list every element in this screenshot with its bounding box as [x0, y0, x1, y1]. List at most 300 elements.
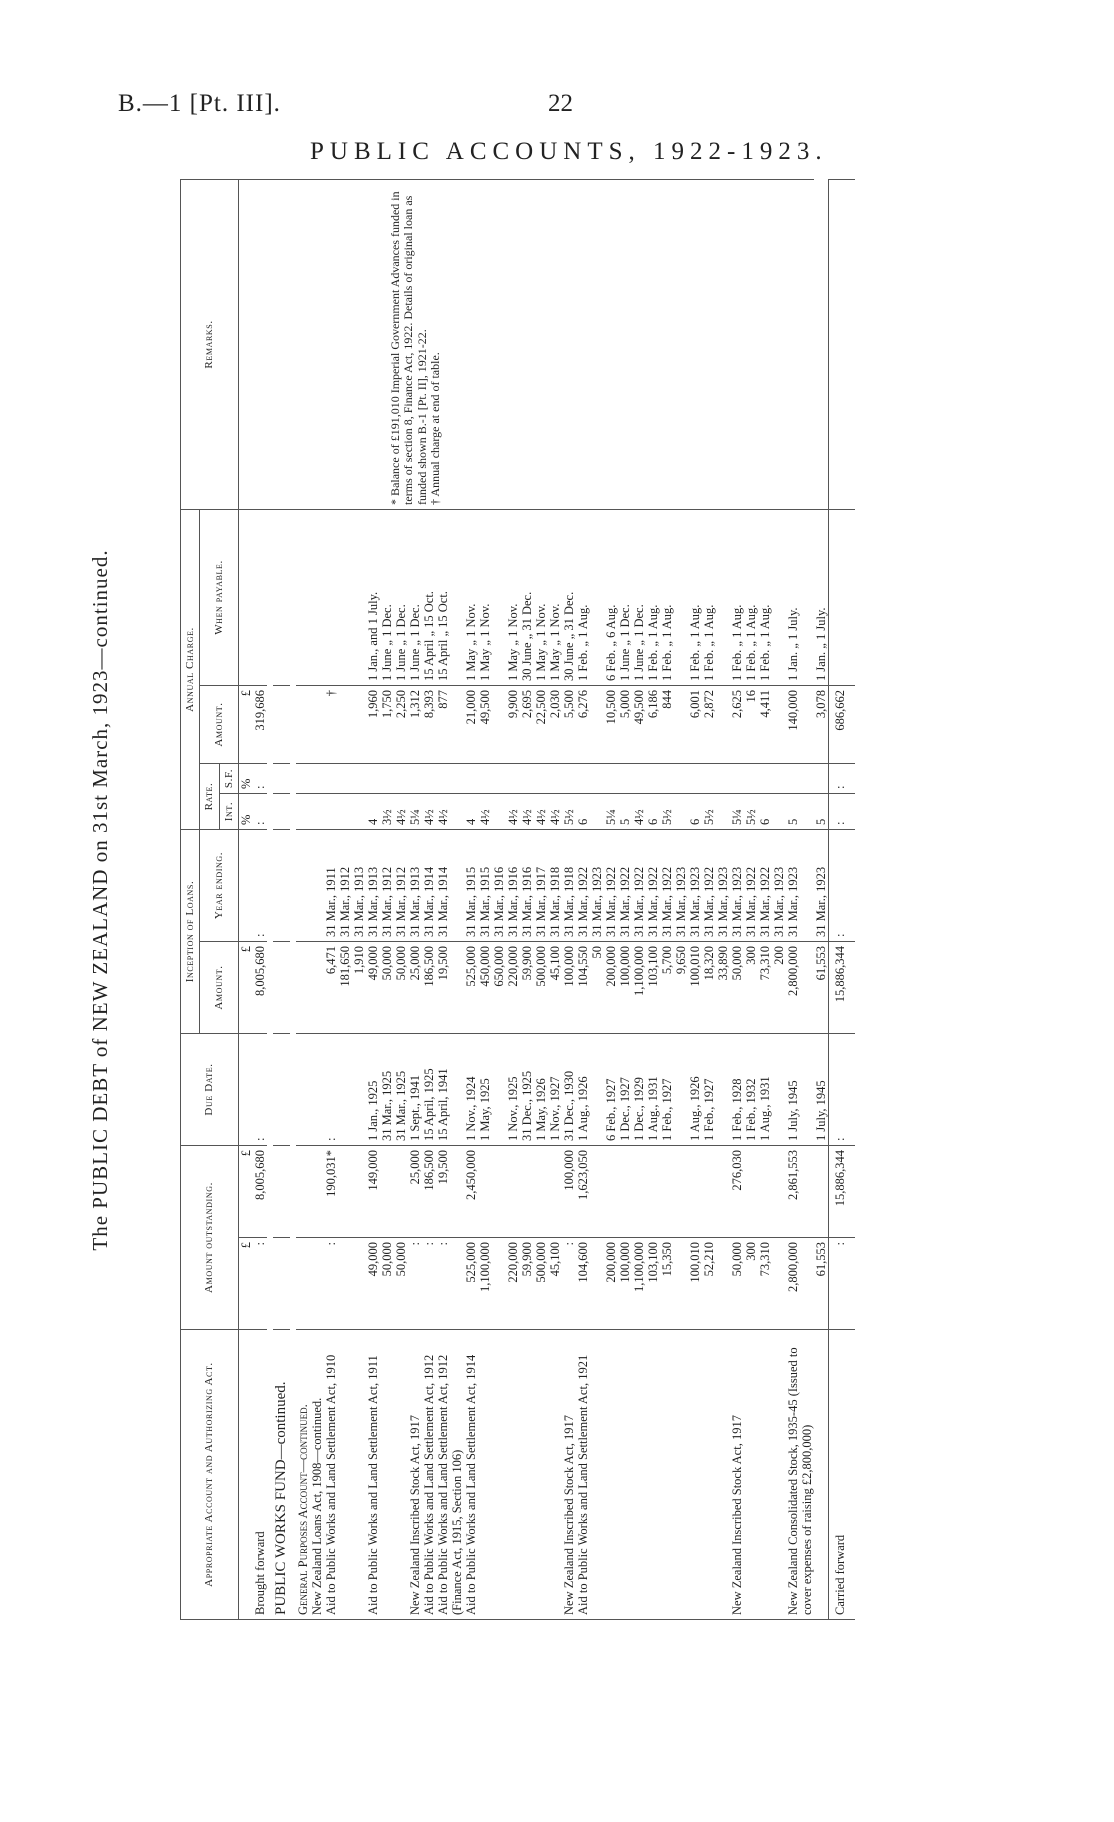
brought-forward-total: 8,005,680 [253, 1146, 267, 1238]
cell-int: 4½ [534, 793, 548, 829]
colon-mark: : [253, 763, 267, 793]
cell-act [534, 1330, 548, 1620]
cell-amt: 15,350 [660, 1238, 674, 1330]
cell-year: 31 Mar., 1918 [562, 829, 576, 941]
brought-forward-annual: 319,686 [253, 685, 267, 763]
col-header-inception: Inception of Loans. [181, 829, 200, 1033]
cell-amt: 220,000 [506, 1238, 520, 1330]
col-header-inception-amount: Amount. [200, 942, 239, 1034]
cell-int [310, 793, 324, 829]
cell-due: 1 Nov., 1925 [506, 1034, 520, 1146]
cell-inc: 186,500 [422, 942, 436, 1034]
cell-ann: 877 [436, 685, 464, 763]
cell-act [520, 1330, 534, 1620]
cell-int: 4½ [394, 793, 408, 829]
cell-due: 1 July, 1945 [786, 1034, 814, 1146]
cell-int [324, 793, 338, 829]
cell-ann [338, 685, 352, 763]
cell-pay: 1 May „ 1 Nov. [506, 509, 520, 685]
cell-pay [324, 509, 338, 685]
cell-inc: 200,000 [604, 942, 618, 1034]
cell-pay: 1 June „ 1 Dec. [380, 509, 394, 685]
table-row [814, 179, 829, 1619]
cell-int [716, 793, 730, 829]
cell-pay: 1 Feb. „ 1 Aug. [730, 509, 744, 685]
cell-sf [352, 763, 366, 793]
col-header-remarks: Remarks. [181, 179, 239, 509]
col-header-annual-charge: Annual Charge. [181, 509, 200, 829]
colon-mark: : [828, 1238, 855, 1330]
col-header-outstanding: Amount outstanding. [181, 1146, 239, 1330]
cell-ann: 6,001 [688, 685, 702, 763]
cell-year: 31 Mar., 1923 [772, 829, 786, 941]
cell-ann: 6,276 [576, 685, 590, 763]
cell-amt [590, 1238, 604, 1330]
cell-pay: 1 June „ 1 Dec. [394, 509, 408, 685]
cell-due: 15 April, 1941 [436, 1034, 464, 1146]
cell-year: 31 Mar., 1912 [394, 829, 408, 941]
cell-pay: 1 Feb. „ 1 Aug. [646, 509, 660, 685]
cell-total [772, 1146, 786, 1238]
cell-act [632, 1330, 646, 1620]
public-debt-table [180, 179, 855, 1620]
cell-inc: 1,910 [352, 942, 366, 1034]
cell-pay [310, 509, 324, 685]
cell-pay: 1 Feb. „ 1 Aug. [702, 509, 716, 685]
cell-pay: 1 May „ 1 Nov. [478, 509, 492, 685]
cell-ann: 4,411 [758, 685, 772, 763]
table-body [238, 179, 828, 1619]
cell-year: 31 Mar., 1916 [520, 829, 534, 941]
cell-int: 6 [576, 793, 590, 829]
col-header-year-ending: Year ending. [200, 829, 239, 941]
cell-pay: 6 Feb. „ 6 Aug. [604, 509, 618, 685]
cell-total: 19,500 [436, 1146, 464, 1238]
cell-pay [772, 509, 786, 685]
cell-act [618, 1330, 632, 1620]
cell-due: 1 Aug., 1931 [758, 1034, 772, 1146]
cell-amt [310, 1238, 324, 1330]
cell-act: Aid to Public Works and Land Settlement Act, 1921 [576, 1330, 590, 1620]
cell-sf [338, 763, 352, 793]
remarks-cell [238, 179, 813, 509]
cell-total [674, 1146, 688, 1238]
cell-sf [436, 763, 464, 793]
cell-total: 2,450,000 [464, 1146, 478, 1238]
cell-due [352, 1034, 366, 1146]
cell-ann: 10,500 [604, 685, 618, 763]
cell-inc: 25,000 [408, 942, 422, 1034]
cell-due: 31 Mar., 1925 [380, 1034, 394, 1146]
cell-year: 31 Mar., 1922 [632, 829, 646, 941]
cell-inc: 500,000 [534, 942, 548, 1034]
cell-sf [576, 763, 590, 793]
cell-int: 5¼ [604, 793, 618, 829]
cell-total [534, 1146, 548, 1238]
cell-sf [408, 763, 422, 793]
cell-ann: 2,030 [548, 685, 562, 763]
cell-act [758, 1330, 772, 1620]
cell-ann [674, 685, 688, 763]
cell-sf [366, 763, 380, 793]
cell-total [702, 1146, 716, 1238]
carried-forward-body [828, 179, 855, 1619]
cell-int [674, 793, 688, 829]
cell-year: 31 Mar., 1918 [548, 829, 562, 941]
colon-mark: : [828, 1034, 855, 1146]
colon-mark: : [253, 1238, 267, 1330]
cell-int: 4½ [520, 793, 534, 829]
cell-inc: 100,010 [688, 942, 702, 1034]
cell-amt: 50,000 [394, 1238, 408, 1330]
cell-sf [660, 763, 674, 793]
cell-amt: 103,100 [646, 1238, 660, 1330]
cell-inc: 200 [772, 942, 786, 1034]
cell-year: 31 Mar., 1916 [506, 829, 520, 941]
remark-footnote-star: * Balance of £191,010 Imperial Government Advances funded in terms of section 8, Finance Act, 1922. Details of original loan as funded shown B.-1 [Pt. II], 1921-22. [387, 191, 429, 505]
col-header-due-date: Due Date. [181, 1034, 239, 1146]
cell-ann: 140,000 [786, 685, 814, 763]
cell-total: 25,000 [408, 1146, 422, 1238]
colon-mark: : [828, 793, 855, 829]
cell-sf [744, 763, 758, 793]
col-header-rate-int: Int. [219, 793, 238, 829]
cell-due: 1 May, 1925 [478, 1034, 492, 1146]
brought-forward-label: Brought forward [253, 1330, 267, 1620]
cell-int: 5 [786, 793, 814, 829]
table-subtitle: The PUBLIC DEBT of NEW ZEALAND on 31st March, 1923—continued. [88, 549, 112, 1251]
cell-sf [632, 763, 646, 793]
cell-act [716, 1330, 730, 1620]
cell-ann [352, 685, 366, 763]
cell-int: 5½ [660, 793, 674, 829]
cell-due: 31 Mar., 1925 [394, 1034, 408, 1146]
cell-act [492, 1330, 506, 1620]
cell-year: 31 Mar., 1912 [380, 829, 394, 941]
cell-pay: 1 May „ 1 Nov. [534, 509, 548, 685]
cell-int: 4½ [436, 793, 464, 829]
cell-due: 6 Feb., 1927 [604, 1034, 618, 1146]
cell-int: 5 [814, 793, 829, 829]
cell-due: 1 Dec., 1929 [632, 1034, 646, 1146]
cell-total [814, 1146, 829, 1238]
cell-year: 31 Mar., 1913 [366, 829, 380, 941]
cell-int [590, 793, 604, 829]
colon-mark: : [828, 829, 855, 941]
cell-pay: 1 May „ 1 Nov. [464, 509, 478, 685]
cell-total [632, 1146, 646, 1238]
cell-inc: 19,500 [436, 942, 464, 1034]
cell-pay [674, 509, 688, 685]
cell-total [492, 1146, 506, 1238]
cell-amt: 100,010 [688, 1238, 702, 1330]
cell-inc: 2,800,000 [786, 942, 814, 1034]
cell-amt [772, 1238, 786, 1330]
cell-inc: 18,320 [702, 942, 716, 1034]
col-header-rate: Rate. [200, 763, 219, 829]
cell-ann: 6,186 [646, 685, 660, 763]
cell-pay [492, 509, 506, 685]
cell-year: 31 Mar., 1922 [646, 829, 660, 941]
cell-int [338, 793, 352, 829]
cell-sf [548, 763, 562, 793]
cell-inc: 100,000 [562, 942, 576, 1034]
cell-sf [562, 763, 576, 793]
cell-total [478, 1146, 492, 1238]
cell-year: 31 Mar., 1912 [338, 829, 352, 941]
page-number: 22 [548, 90, 573, 117]
cell-due [716, 1034, 730, 1146]
cell-ann [772, 685, 786, 763]
cell-act [506, 1330, 520, 1620]
cell-int [772, 793, 786, 829]
cell-total [310, 1146, 324, 1238]
cell-act [702, 1330, 716, 1620]
cell-due: 1 May, 1926 [534, 1034, 548, 1146]
cell-total: 100,000 [562, 1146, 576, 1238]
cell-inc: 100,000 [618, 942, 632, 1034]
cell-sf [730, 763, 744, 793]
cell-amt [716, 1238, 730, 1330]
cell-pay: 1 Jan., and 1 July. [366, 509, 380, 685]
cell-act: Aid to Public Works and Land Settlement Act, 1912 (Finance Act, 1915, Section 106) [436, 1330, 464, 1620]
cell-inc: 59,900 [520, 942, 534, 1034]
cell-inc: 9,650 [674, 942, 688, 1034]
cell-int: 4 [464, 793, 478, 829]
cell-ann: 49,500 [632, 685, 646, 763]
cell-due: 1 Jan., 1925 [366, 1034, 380, 1146]
cell-year: 31 Mar., 1923 [786, 829, 814, 941]
cell-total [590, 1146, 604, 1238]
cell-ann [492, 685, 506, 763]
cell-pay [716, 509, 730, 685]
colon-mark: : [253, 1034, 267, 1146]
carried-forward-total: 15,886,344 [828, 1146, 855, 1238]
cell-total [618, 1146, 632, 1238]
cell-due: 1 Nov., 1927 [548, 1034, 562, 1146]
cell-ann [310, 685, 324, 763]
cell-inc: 181,650 [338, 942, 352, 1034]
cell-amt: 200,000 [604, 1238, 618, 1330]
cell-due: 31 Dec., 1930 [562, 1034, 576, 1146]
cell-ann: 2,250 [394, 685, 408, 763]
col-header-act: Appropriate Account and Authorizing Act. [181, 1330, 239, 1620]
cell-total [688, 1146, 702, 1238]
cell-year: 31 Mar., 1923 [814, 829, 829, 941]
cell-inc: 50,000 [380, 942, 394, 1034]
cell-inc: 300 [744, 942, 758, 1034]
cell-total: 276,030 [730, 1146, 744, 1238]
cell-due: 1 Dec., 1927 [618, 1034, 632, 1146]
cell-sf [394, 763, 408, 793]
cell-total: 186,500 [422, 1146, 436, 1238]
cell-int: 4½ [548, 793, 562, 829]
cell-act: New Zealand Inscribed Stock Act, 1917 [562, 1330, 576, 1620]
cell-ann: 1,750 [380, 685, 394, 763]
carried-forward-label: Carried forward [828, 1330, 855, 1620]
cell-year: 31 Mar., 1922 [618, 829, 632, 941]
cell-int [492, 793, 506, 829]
cell-year: 31 Mar., 1923 [730, 829, 744, 941]
cell-sf [324, 763, 338, 793]
cell-ann: 5,500 [562, 685, 576, 763]
cell-sf [688, 763, 702, 793]
cell-ann: 5,000 [618, 685, 632, 763]
cell-act: Aid to Public Works and Land Settlement Act, 1910 [324, 1330, 338, 1620]
unit-percent: % [238, 793, 253, 829]
cell-amt: 73,310 [758, 1238, 772, 1330]
cell-year: 31 Mar., 1923 [674, 829, 688, 941]
cell-due [590, 1034, 604, 1146]
cell-ann: † [324, 685, 338, 763]
page-title: PUBLIC ACCOUNTS, 1922-1923. [310, 138, 828, 165]
cell-inc: 50,000 [394, 942, 408, 1034]
cell-total [520, 1146, 534, 1238]
cell-act [814, 1330, 829, 1620]
cell-sf [506, 763, 520, 793]
cell-year: 31 Mar., 1914 [436, 829, 464, 941]
cell-ann [716, 685, 730, 763]
cell-pay: 1 June „ 1 Dec. [618, 509, 632, 685]
cell-ann: 844 [660, 685, 674, 763]
cell-due: 1 July, 1945 [814, 1034, 829, 1146]
cell-pay: 1 Feb. „ 1 Aug. [758, 509, 772, 685]
cell-ann: 2,625 [730, 685, 744, 763]
cell-sf [520, 763, 534, 793]
cell-sf [604, 763, 618, 793]
cell-inc: 73,310 [758, 942, 772, 1034]
cell-int: 5½ [702, 793, 716, 829]
cell-sf [310, 763, 324, 793]
cell-inc: 50 [590, 942, 604, 1034]
fund-heading: PUBLIC WORKS FUND—continued. [273, 1330, 290, 1620]
cell-year: 31 Mar., 1911 [324, 829, 338, 941]
cell-inc: 33,890 [716, 942, 730, 1034]
cell-due: 1 Feb., 1932 [744, 1034, 758, 1146]
cell-sf [702, 763, 716, 793]
cell-int: 4½ [478, 793, 492, 829]
cell-due: 1 Sept., 1941 [408, 1034, 422, 1146]
cell-due: 31 Dec., 1925 [520, 1034, 534, 1146]
colon-mark: : [253, 793, 267, 829]
cell-act [688, 1330, 702, 1620]
cell-inc: 1,100,000 [632, 942, 646, 1034]
cell-total: 2,861,553 [786, 1146, 814, 1238]
cell-sf [674, 763, 688, 793]
cell-amt: 49,000 [366, 1238, 380, 1330]
cell-ann: 16 [744, 685, 758, 763]
cell-act [660, 1330, 674, 1620]
cell-sf [814, 763, 829, 793]
cell-year: 31 Mar., 1915 [478, 829, 492, 941]
cell-total [758, 1146, 772, 1238]
cell-amt: 100,000 [618, 1238, 632, 1330]
cell-pay: 1 June „ 1 Dec. [408, 509, 422, 685]
cell-due: 1 Feb., 1927 [702, 1034, 716, 1146]
cell-year: 31 Mar., 1914 [422, 829, 436, 941]
cell-total: 149,000 [366, 1146, 380, 1238]
cell-sf [646, 763, 660, 793]
cell-int: 6 [646, 793, 660, 829]
carried-forward-annual: 686,662 [828, 685, 855, 763]
cell-pay: 1 May „ 1 Nov. [548, 509, 562, 685]
cell-year: 31 Mar., 1922 [744, 829, 758, 941]
cell-amt: 59,900 [520, 1238, 534, 1330]
cell-sf [422, 763, 436, 793]
cell-total [338, 1146, 352, 1238]
cell-act [478, 1330, 492, 1620]
cell-sf [492, 763, 506, 793]
cell-year: 31 Mar., 1916 [492, 829, 506, 941]
cell-due: 1 Aug., 1926 [576, 1034, 590, 1146]
cell-ann: 3,078 [814, 685, 829, 763]
cell-inc: 220,000 [506, 942, 520, 1034]
cell-pay [352, 509, 366, 685]
brought-forward-inception: 8,005,680 [253, 942, 267, 1034]
cell-amt [492, 1238, 506, 1330]
cell-int: 4½ [632, 793, 646, 829]
cell-amt: 61,553 [814, 1238, 829, 1330]
cell-year: 31 Mar., 1922 [576, 829, 590, 941]
colon-mark: : [253, 829, 267, 941]
cell-total [394, 1146, 408, 1238]
cell-ann: 1,312 [408, 685, 422, 763]
cell-amt: : [562, 1238, 576, 1330]
cell-ann: 8,393 [422, 685, 436, 763]
cell-year: 31 Mar., 1913 [352, 829, 366, 941]
cell-sf [534, 763, 548, 793]
cell-sf [464, 763, 478, 793]
cell-amt: 50,000 [730, 1238, 744, 1330]
cell-amt: 2,800,000 [786, 1238, 814, 1330]
cell-pay: 1 June „ 1 Dec. [632, 509, 646, 685]
cell-pay: 15 April „ 15 Oct. [422, 509, 436, 685]
cell-int: 5¼ [408, 793, 422, 829]
cell-act [604, 1330, 618, 1620]
unit-percent: % [238, 763, 253, 793]
cell-pay [590, 509, 604, 685]
cell-act [674, 1330, 688, 1620]
unit-pound: £ [238, 685, 253, 763]
cell-total [716, 1146, 730, 1238]
cell-act: New Zealand Loans Act, 1908—continued. [310, 1330, 324, 1620]
cell-due: 15 April, 1925 [422, 1034, 436, 1146]
cell-total [604, 1146, 618, 1238]
cell-act [380, 1330, 394, 1620]
cell-amt: : [324, 1238, 338, 1330]
cell-act: New Zealand Consolidated Stock, 1935-45 (Issued to cover expenses of raising £2,800,000) [786, 1330, 814, 1620]
cell-pay: 30 June „ 31 Dec. [562, 509, 576, 685]
cell-due: 1 Feb., 1928 [730, 1034, 744, 1146]
cell-int: 4½ [506, 793, 520, 829]
cell-total: 190,031* [324, 1146, 338, 1238]
cell-total: 1,623,050 [576, 1146, 590, 1238]
cell-amt: 45,100 [548, 1238, 562, 1330]
cell-year: 31 Mar., 1922 [702, 829, 716, 941]
cell-due: 1 Nov., 1924 [464, 1034, 478, 1146]
col-header-when-payable: When payable. [200, 509, 239, 685]
cell-inc: 650,000 [492, 942, 506, 1034]
carried-forward-row [828, 179, 855, 1619]
cell-year: 31 Mar., 1922 [758, 829, 772, 941]
remark-footnote-dagger: † Annual charge at end of table. [428, 352, 443, 505]
cell-inc: 49,000 [366, 942, 380, 1034]
cell-sf [618, 763, 632, 793]
cell-sf [590, 763, 604, 793]
cell-inc: 45,100 [548, 942, 562, 1034]
cell-int: 5 [618, 793, 632, 829]
cell-inc: 6,471 [324, 942, 338, 1034]
